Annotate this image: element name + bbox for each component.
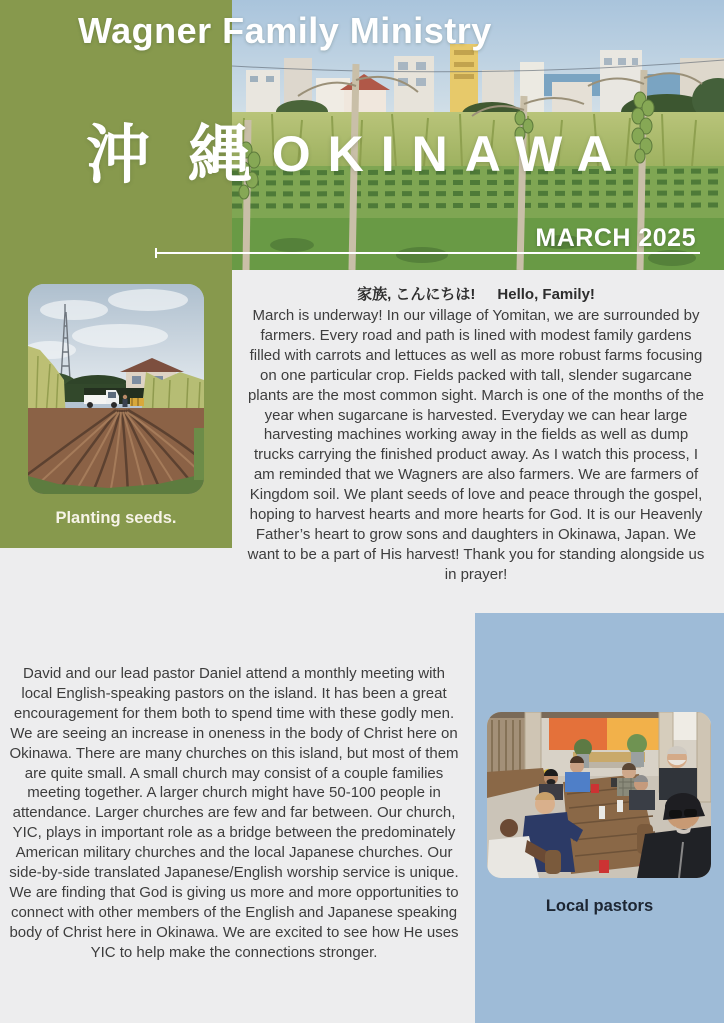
planting-caption: Planting seeds. [55, 509, 177, 527]
ministry-paragraph: David and our lead pastor Daniel attend a monthly meeting with local English-speaking pastors on the island. It has been a great encouragement for them both to spend time with these godly men. We are seeing an increase in oneness in the body of Christ here on Okinawa. There are many churches on this island, but most of them are quite small. A small church may consist of a couple families meeting together. A larger church might have 50-100 people in attendance. Larger churches are few and far between. Our church, YIC, plays in important role as a bridge between the predominately American military churches and the local Japanese churches. Our side-by-side translated Japanese/English worship service is unique. We are finding that God is giving us more and more opportunities to connect with other members of the English and Japanese speaking body of Christ here in Okinawa. We are excited to see how He uses YIC to help make the connections stronger. [9, 665, 459, 961]
main-title [86, 104, 630, 196]
planting-seeds-photo [28, 284, 204, 494]
brand-title: Wagner Family Ministry [78, 10, 492, 51]
title-kanji: 沖 縄 [86, 119, 262, 191]
title-latin: OKINAWA [271, 126, 630, 182]
local-pastors-photo [487, 712, 711, 878]
pastors-caption: Local pastors [545, 897, 654, 915]
issue-date: MARCH 2025 [535, 224, 696, 252]
intro-paragraph: March is underway! In our village of Yomitan, we are surrounded by farmers. Every road and path is lined with modest family gardens filled with carrots and lettuces as well as more robust farms focusing on one particular crop. Fields packed with tall, slender sugarcane plants are the most common sight. March is one of the months of the year when sugarcane is harvested. Everyday we can hear large harvesting machines working away in the fields as well as dump trucks carrying the finished product away. As I watch this process, I am reminded that we Wagners are also farmers. We are farmers of Kingdom soil. We plant seeds of love and peace through the gospel, hoping to harvest hearts and more hearts for God. It is our Heavenly Father’s heart to grow sons and daughters in Okinawa, Japan. We want to be a part of His harvest! Thank you for standing alongside us in prayer! [247, 307, 705, 583]
planting-seeds-scene [28, 284, 204, 494]
blue-side-panel [475, 613, 724, 1023]
greeting-heading [246, 283, 706, 304]
header-rule [155, 252, 700, 254]
local-pastors-scene [487, 712, 711, 878]
greeting-english: Hello, Family! [497, 286, 595, 303]
greeting-japanese: 家族, こんにちは! [357, 286, 476, 303]
